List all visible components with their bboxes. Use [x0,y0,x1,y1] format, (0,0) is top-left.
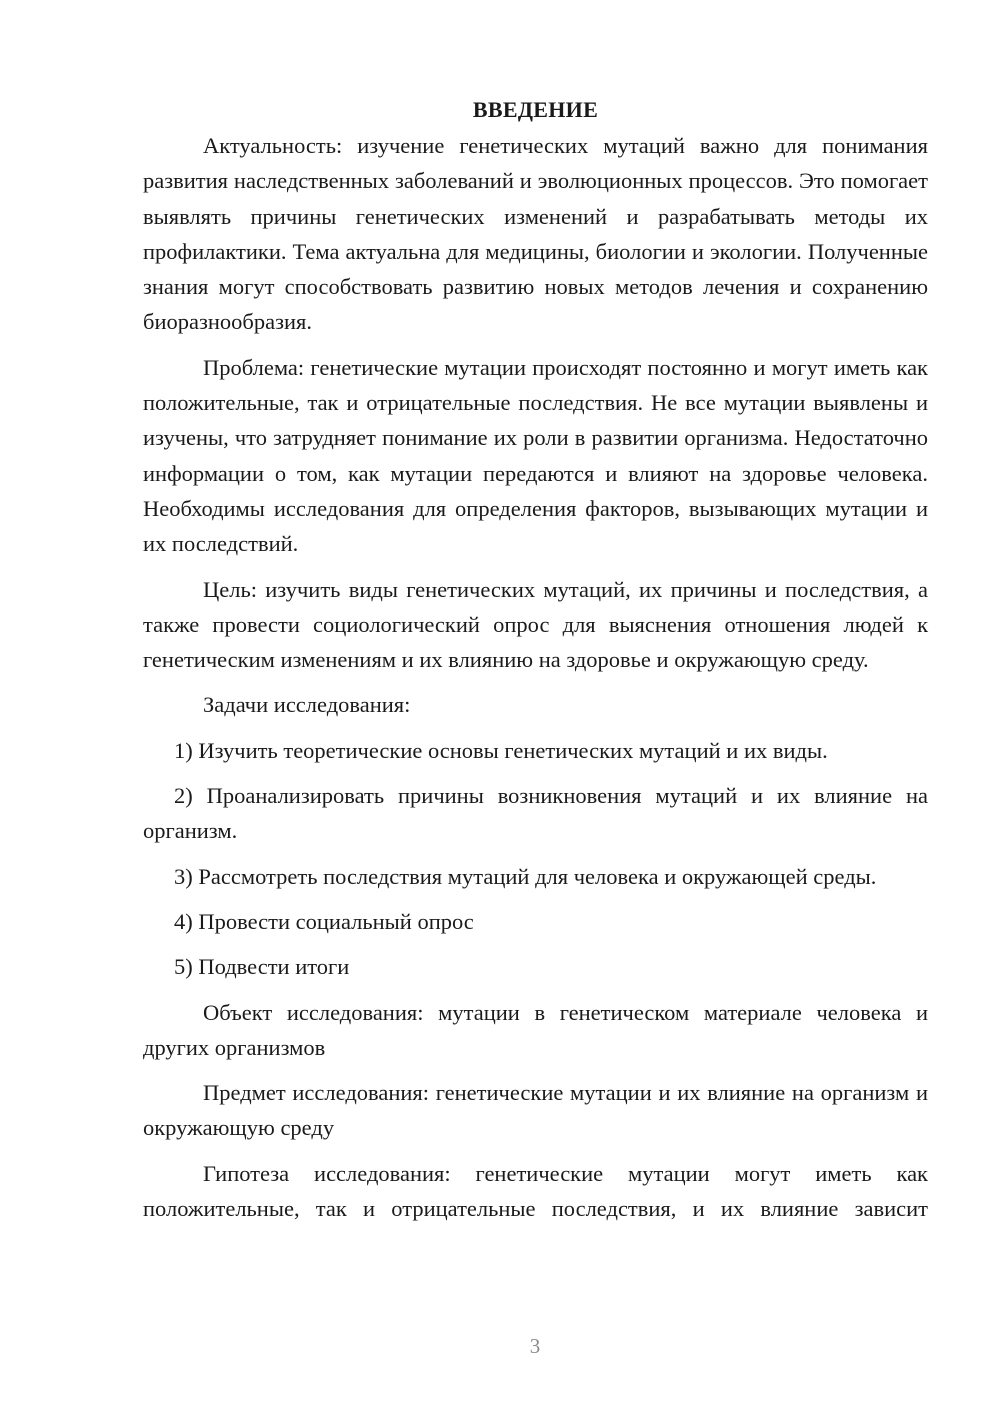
task-item: 2) Проанализировать причины возникновения мутаций и их влияние на организм. [143,783,928,844]
task-item: 5) Подвести итоги [174,954,350,980]
tasks-title: Задачи исследования: [203,692,411,718]
document-page [143,94,928,1236]
task-item: 3) Рассмотреть последствия мутаций для человека и окружающей среды. [174,863,877,889]
subject-paragraph: Предмет исследования: генетические мутации и их влияние на организм и окружающую среду [143,1080,928,1141]
relevance-paragraph: Актуальность: изучение генетических мутаций важно для понимания развития наследственных заболеваний и эволюционных процессов. Это помогает выявлять причины генетических изменений и разрабатывать методы их профилактики. Тема актуальна для медицины, биологии и экологии. Полученные знания могут способствовать развитию новых методов лечения и сохранению биоразнообразия. [143,133,928,335]
task-item: 4) Провести социальный опрос [174,908,474,934]
object-paragraph: Объект исследования: мутации в генетическом материале человека и других организмов [143,999,928,1060]
page-number: 3 [529,1334,541,1358]
tasks-list [143,733,928,985]
hypothesis-paragraph: Гипотеза исследования: генетические мутации могут иметь как положительные, так и отрицательные последствия, и их влияние зависит [143,1160,928,1222]
task-item: 1) Изучить теоретические основы генетических мутаций и их виды. [174,737,828,763]
page-title: ВВЕДЕНИЕ [472,97,599,122]
problem-paragraph: Проблема: генетические мутации происходят постоянно и могут иметь как положительные, так и отрицательные последствия. Не все мутации выявлены и изучены, что затрудняет понимание их роли в развитии организма. Недостаточно информации о том, как мутации передаются и влияют на здоровье человека. Необходимы исследования для определения факторов, вызывающих мутации и их последствий. [143,354,928,557]
goal-paragraph: Цель: изучить виды генетических мутаций, их причины и последствия, а также провести социологический опрос для выяснения отношения людей к генетическим изменениям и их влиянию на здоровье и окружающую среду. [143,576,928,673]
